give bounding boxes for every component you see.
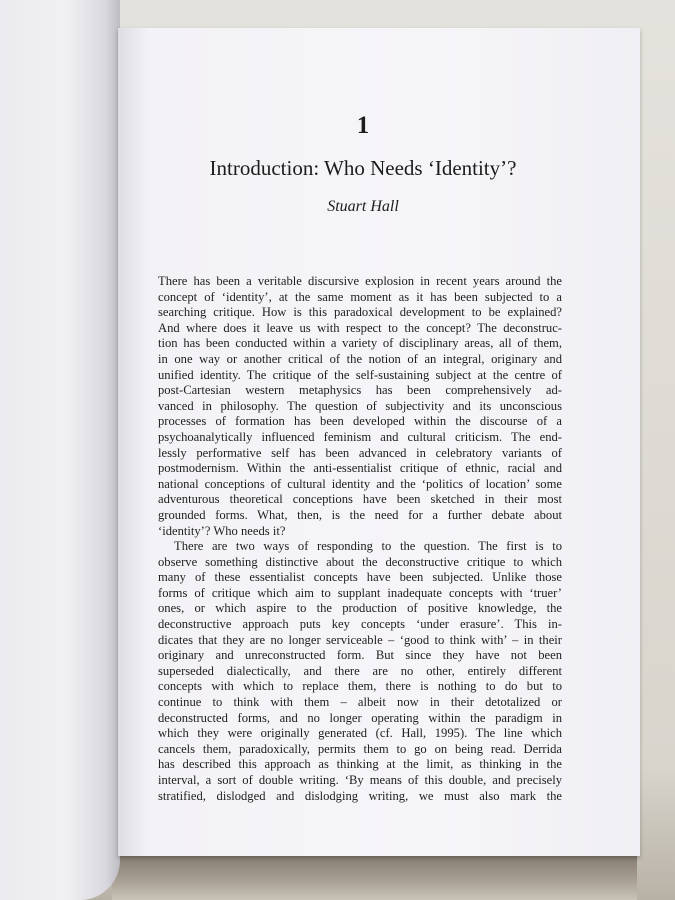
left-page-edge — [0, 0, 120, 900]
text-line: processes of formation has been developed within the discourse of a — [158, 414, 562, 429]
text-line: And where does it leave us with respect to the concept? The deconstruc- — [158, 320, 562, 335]
chapter-title: Introduction: Who Needs ‘Identity’? — [209, 156, 517, 180]
text-line: originary and unreconstructed form. But since they have not been — [158, 648, 562, 663]
text-line: national conceptions of cultural identity and the ‘politics of location’ some — [158, 476, 562, 491]
text-line: ones, or which aspire to the production of positive knowledge, the — [158, 601, 562, 616]
book-shadow — [112, 850, 637, 900]
text-line: deconstructed forms, and no longer operating within the paradigm in — [158, 710, 562, 725]
text-line: adventurous theoretical conceptions have been sketched in their most — [158, 492, 562, 507]
chapter-number: 1 — [356, 112, 370, 139]
text-line: searching critique. How is this paradoxical development to be explained? — [158, 305, 562, 320]
chapter-author: Stuart Hall — [327, 198, 399, 215]
text-line: forms of critique which aim to supplant inadequate concepts with ‘truer’ — [158, 585, 562, 600]
text-line: many of these essentialist concepts have been subjected. Unlike those — [158, 570, 562, 585]
text-line: There are two ways of responding to the question. The first is to — [174, 539, 562, 554]
text-line: grounded forms. What, then, is the need for a further debate about — [158, 507, 562, 522]
text-line: cancels them, paradoxically, permits them to go on being read. Derrida — [158, 741, 562, 756]
text-line: lessly performative self has been advanced in celebratory variants of — [158, 445, 562, 460]
text-line: interval, a sort of double writing. ‘By means of this double, and precisely — [158, 773, 562, 787]
paragraph-2 — [158, 539, 562, 804]
text-line: stratified, dislodged and dislodging writing, we must also mark the — [158, 788, 562, 803]
text-line: tion has been conducted within a variety of disciplinary areas, all of them, — [158, 336, 562, 351]
text-line: psychoanalytically influenced feminism and cultural criticism. The end- — [158, 429, 562, 444]
text-line: has described this approach as thinking at the limit, as thinking in the — [158, 757, 562, 772]
book-page — [118, 28, 640, 856]
text-line: deconstructive approach puts key concepts ‘under erasure’. This in- — [158, 617, 562, 632]
text-line: vanced in philosophy. The question of subjectivity and its unconscious — [158, 398, 562, 413]
paragraph-1 — [158, 274, 562, 539]
text-line: unified identity. The critique of the self-sustaining subject at the centre of — [158, 367, 562, 382]
text-line: superseded dialectically, and there are no other, entirely different — [158, 663, 562, 678]
text-line: postmodernism. Within the anti-essentialist critique of ethnic, racial and — [158, 461, 562, 476]
text-line: which they were originally generated (cf. Hall, 1995). The line which — [158, 726, 562, 741]
text-line: observe something distinctive about the deconstructive critique to which — [158, 554, 562, 569]
text-line: post-Cartesian western metaphysics has been comprehensively ad- — [158, 383, 562, 398]
text-line: dicates that they are no longer serviceable – ‘good to think with’ – in their — [158, 632, 562, 647]
text-line: concepts with which to replace them, there is nothing to do but to — [158, 679, 562, 694]
text-line: continue to think with them – albeit now in their detotalized or — [158, 695, 562, 710]
text-line: ‘identity’? Who needs it? — [158, 523, 286, 538]
body-text — [158, 274, 562, 804]
text-line: in one way or another critical of the notion of an integral, originary and — [158, 351, 562, 366]
text-line: There has been a veritable discursive explosion in recent years around the — [158, 274, 562, 288]
text-line: concept of ‘identity’, at the same moment as it has been subjected to a — [158, 289, 562, 304]
